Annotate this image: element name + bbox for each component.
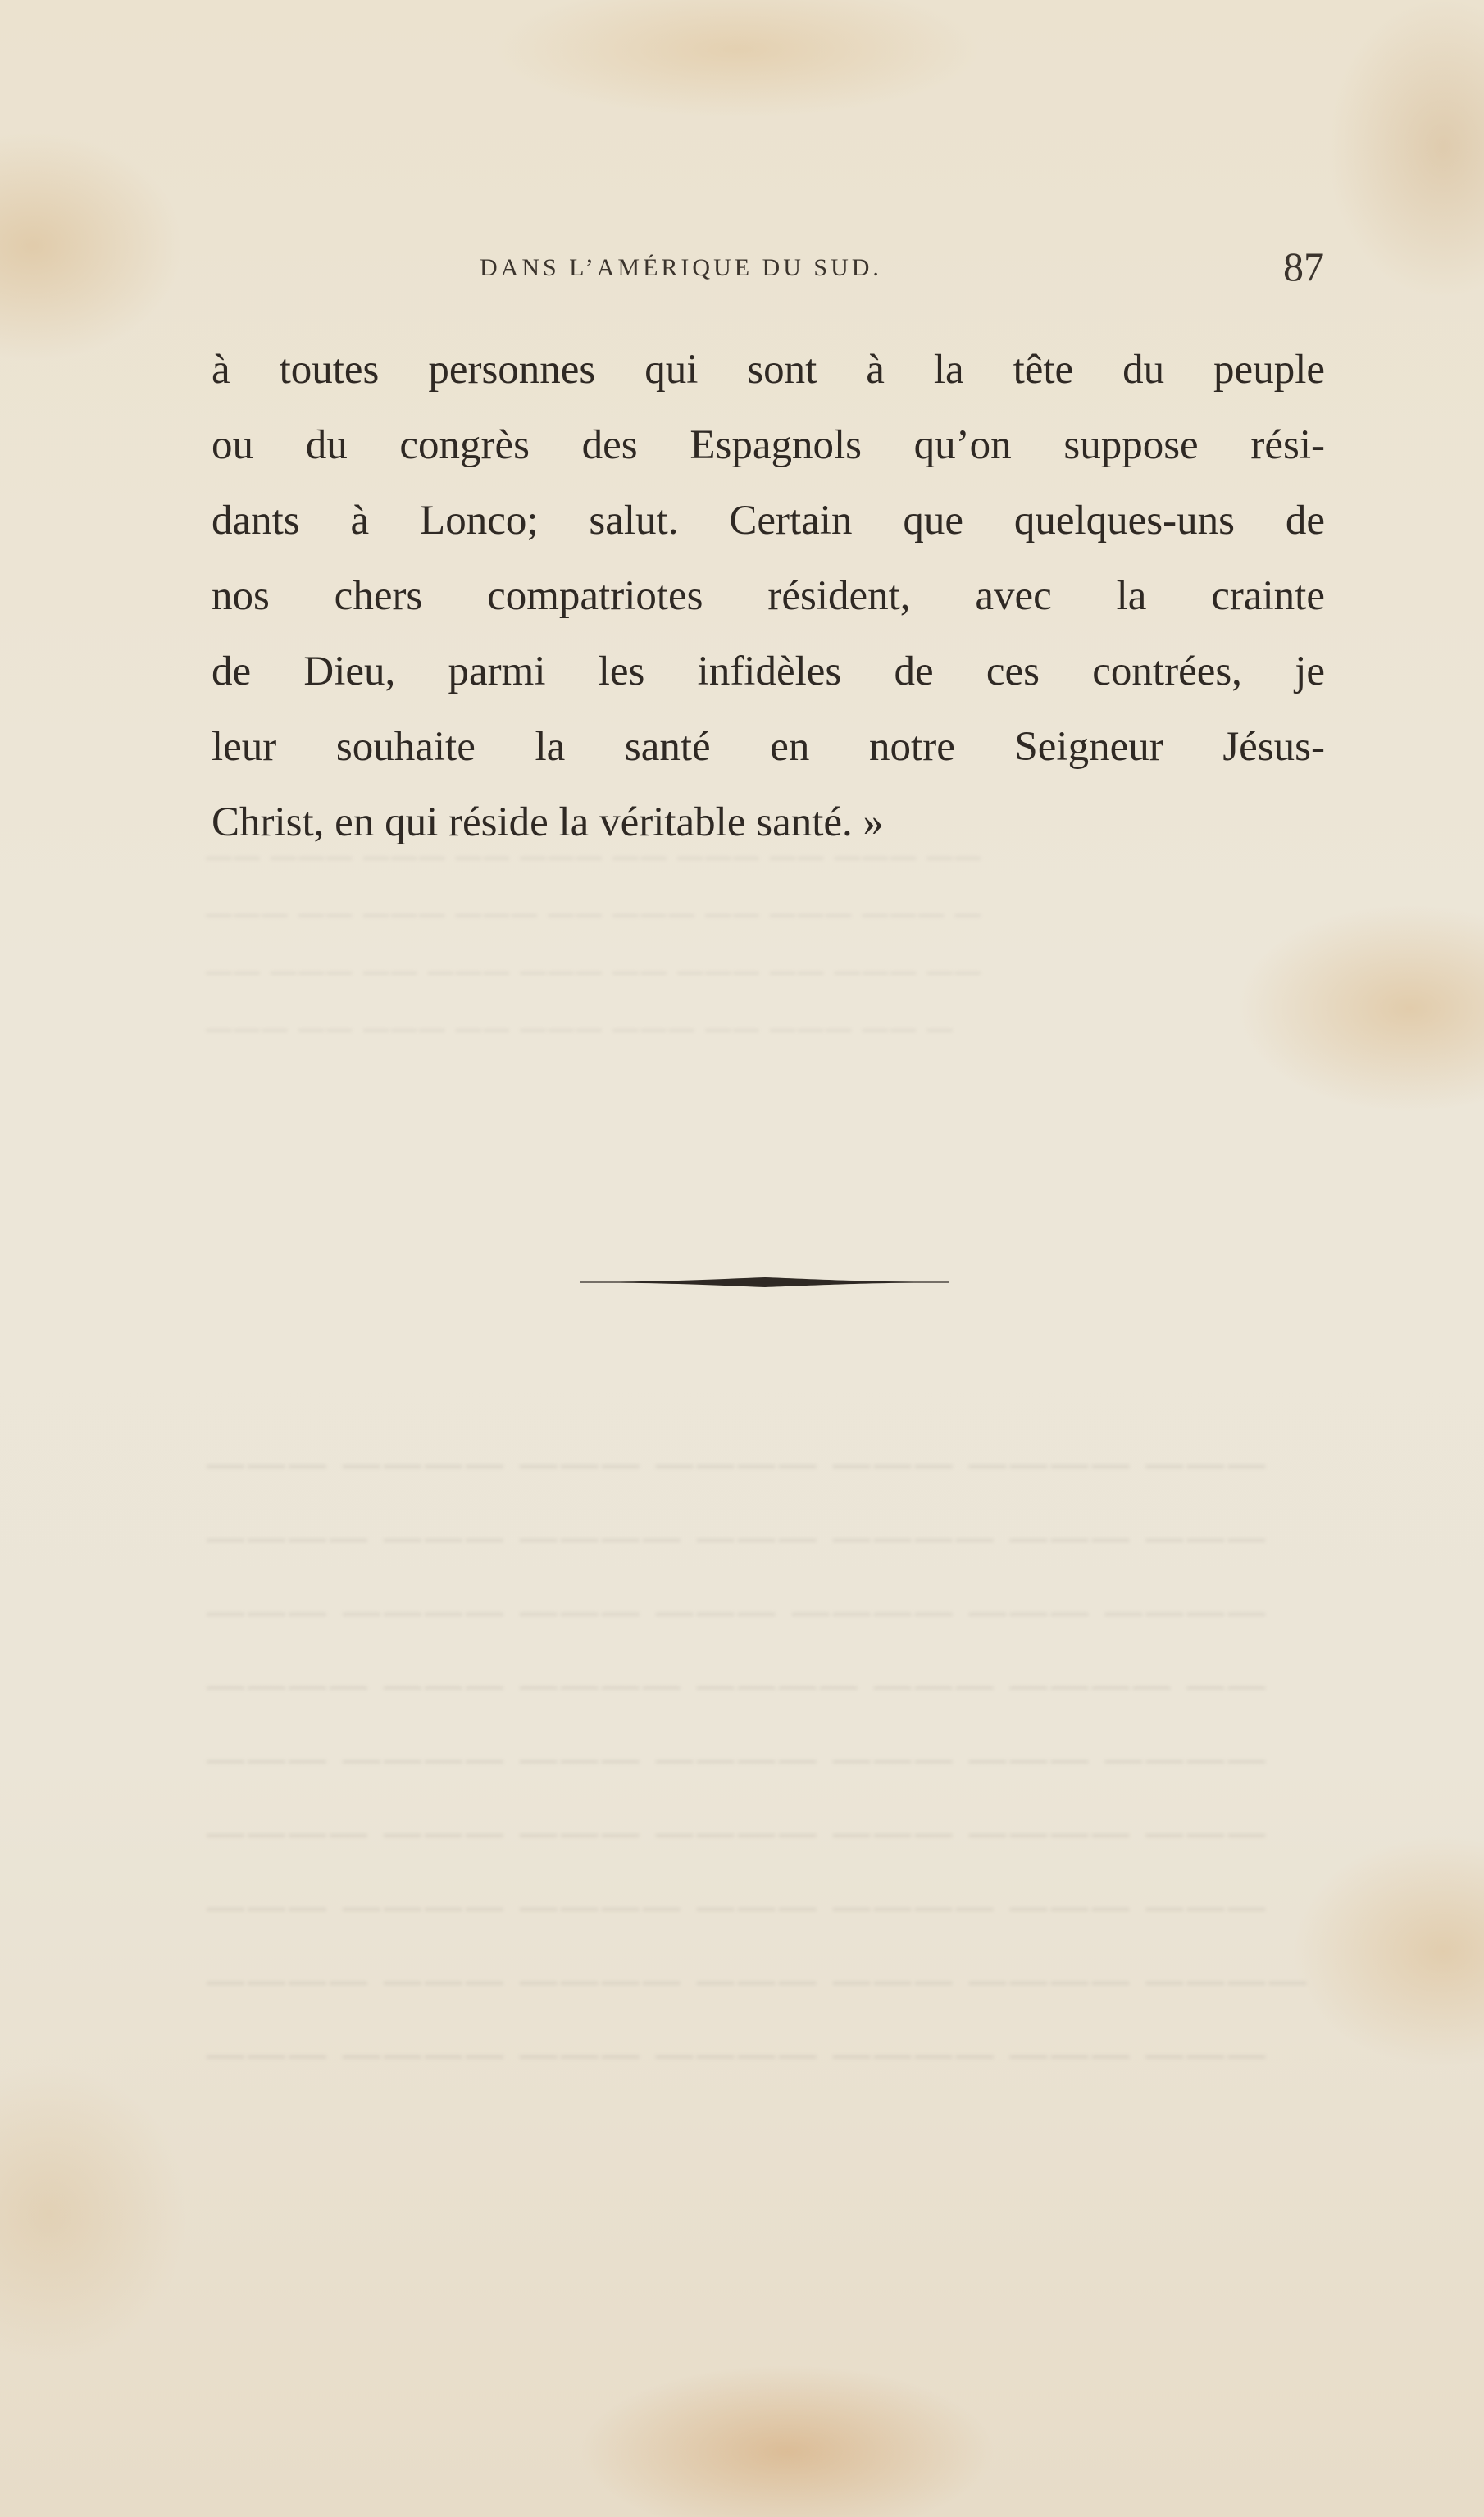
page-number: 87 [1283, 244, 1324, 289]
text-line: nos chers compatriotes résident, avec la crainte [212, 573, 1325, 619]
text-line: ou du congrès des Espagnols qu’on suppose rési- [212, 422, 1325, 468]
text-line: dants à Lonco; salut. Certain que quelques-uns de [212, 498, 1325, 544]
bleed-through-text: ——— ———— ——— ———— ——— ———— ——— ———— ——— ———— ——— ———— ——— ——— ——— ———— ——— ——— ———— ——— ———— ———— ——— ———— ———— ——— ———— —— ——— ———— ——— ———— ——— ——— ———— ———— ——— ——— ———— ——— ———— ——— ——— ———— ———— ——— ———— ——— ——— ———— ——— ———— ——— ——— ———— ———— ——— ———— ——— ———— ———— ——— ——— [205, 1440, 1309, 2078]
text-line: Christ, en qui réside la véritable santé. » [212, 799, 885, 845]
text-line: de Dieu, parmi les infidèles de ces contrées, je [212, 649, 1325, 694]
running-title: DANS L’AMÉRIQUE DU SUD. [480, 254, 882, 281]
bleed-through-notes: —— ——— ——— —— ——— —— ——— —— ——— —— ——— —— ——— ——— —— ——— —— ——— ——— — —— ——— —— ——— ——— —— ——— —— ——— —— ——— —— ——— —— ——— ——— —— ——— —— — [205, 840, 982, 1045]
ornamental-rule-icon [580, 1272, 949, 1292]
body-text [212, 332, 1325, 860]
text-line: à toutes personnes qui sont à la tête du peuple [212, 347, 1325, 393]
text-line: leur souhaite la santé en notre Seigneur Jésus- [212, 724, 1325, 770]
